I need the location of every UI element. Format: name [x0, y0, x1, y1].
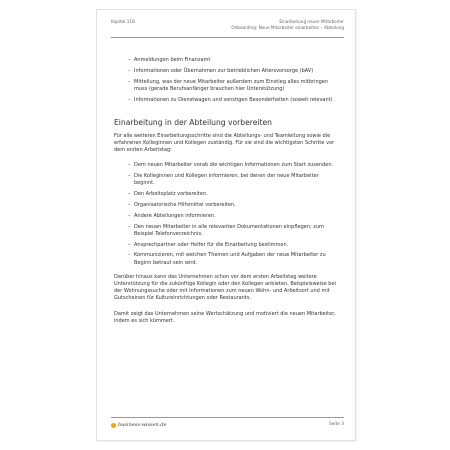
logo-text: business-wissen.de: [118, 422, 167, 428]
list-item: – Die Kolleginnen und Kollegen informieren, bei denen der neue Mitarbeiter beginnt.: [124, 173, 340, 187]
list-item: – Andere Abteilungen informieren.: [124, 213, 340, 220]
page-number: Seite 3: [329, 422, 344, 427]
logo-dot-icon: [111, 423, 116, 428]
list-item: – Organisatorische Hilfsmittel vorbereiten.: [124, 202, 340, 209]
footer-logo: [111, 422, 167, 428]
list-item: – Den neuen Mitarbeiter in alle relevanten Dokumentationen einpflegen; zum Beispiel Telefonverzeichnis.: [124, 224, 340, 238]
list-item: – Den Arbeitsplatz vorbereiten.: [124, 191, 340, 198]
list-item: – Informationen oder Übernahmen zur betrieblichen Altersvorsorge (bAV): [124, 68, 340, 75]
intro-paragraph: Für alle weiteren Einarbeitungsschritte sind die Abteilungs- und Teamleitung sowie die erfahrenen Kolleginnen und Kollegen zuständig. Für sie sind die wichtigsten Schritte vor dem ersten Arbeitstag:: [114, 132, 335, 154]
section-heading: Einarbeitung in der Abteilung vorbereiten: [114, 117, 272, 127]
list-item: – Anmeldungen beim Finanzamt: [124, 57, 340, 64]
top-bullet-list: [120, 57, 340, 104]
support-paragraph: Darüber hinaus kann das Unternehmen schon vor dem ersten Arbeitstag weitere Unterstützung für die zukünftige Kollegin oder den Kollegen anbieten. Beispielsweise bei der Wohnungssuche oder mit Informationen zum neuen Wohn- und Arbeitsort und mit Gutscheinen für Kultureinrichtungen oder Restaurants.: [114, 273, 336, 302]
header-subtitle: Onboarding: Neue Mitarbeiter einarbeiten – Abteilung: [231, 24, 344, 30]
document-page: [97, 10, 355, 440]
running-header: [231, 19, 344, 30]
closing-paragraph: Damit zeigt das Unternehmen seine Wertschätzung und motiviert die neuen Mitarbeiter, indem es sich kümmert.: [114, 310, 336, 324]
list-item: – Mitteilung, was der neue Mitarbeiter außerdem zum Einstieg alles mitbringen muss (gerade Berufsanfänger brauchen hier Unterstützung): [124, 79, 340, 93]
footer-rule: [111, 417, 344, 418]
chapter-label: Kapitel 118: [111, 19, 135, 24]
steps-bullet-list: [120, 162, 340, 266]
list-item: – Ansprechpartner oder Helfer für die Einarbeitung bestimmen.: [124, 242, 340, 249]
header-rule: [111, 37, 344, 38]
page-content: [114, 57, 340, 333]
list-item: – Informationen zu Dienstwagen und sonstigen Besonderheiten (soweit relevant): [124, 97, 340, 104]
list-item: – Dem neuen Mitarbeiter vorab die wichtigen Informationen zum Start zusenden.: [124, 162, 340, 169]
list-item: – Kommunizieren, mit welchen Themen und Aufgaben der neue Mitarbeiter zu Beginn betraut sein wird.: [124, 252, 340, 266]
header-title: Einarbeitung neuer Mitarbeiter: [279, 19, 344, 24]
